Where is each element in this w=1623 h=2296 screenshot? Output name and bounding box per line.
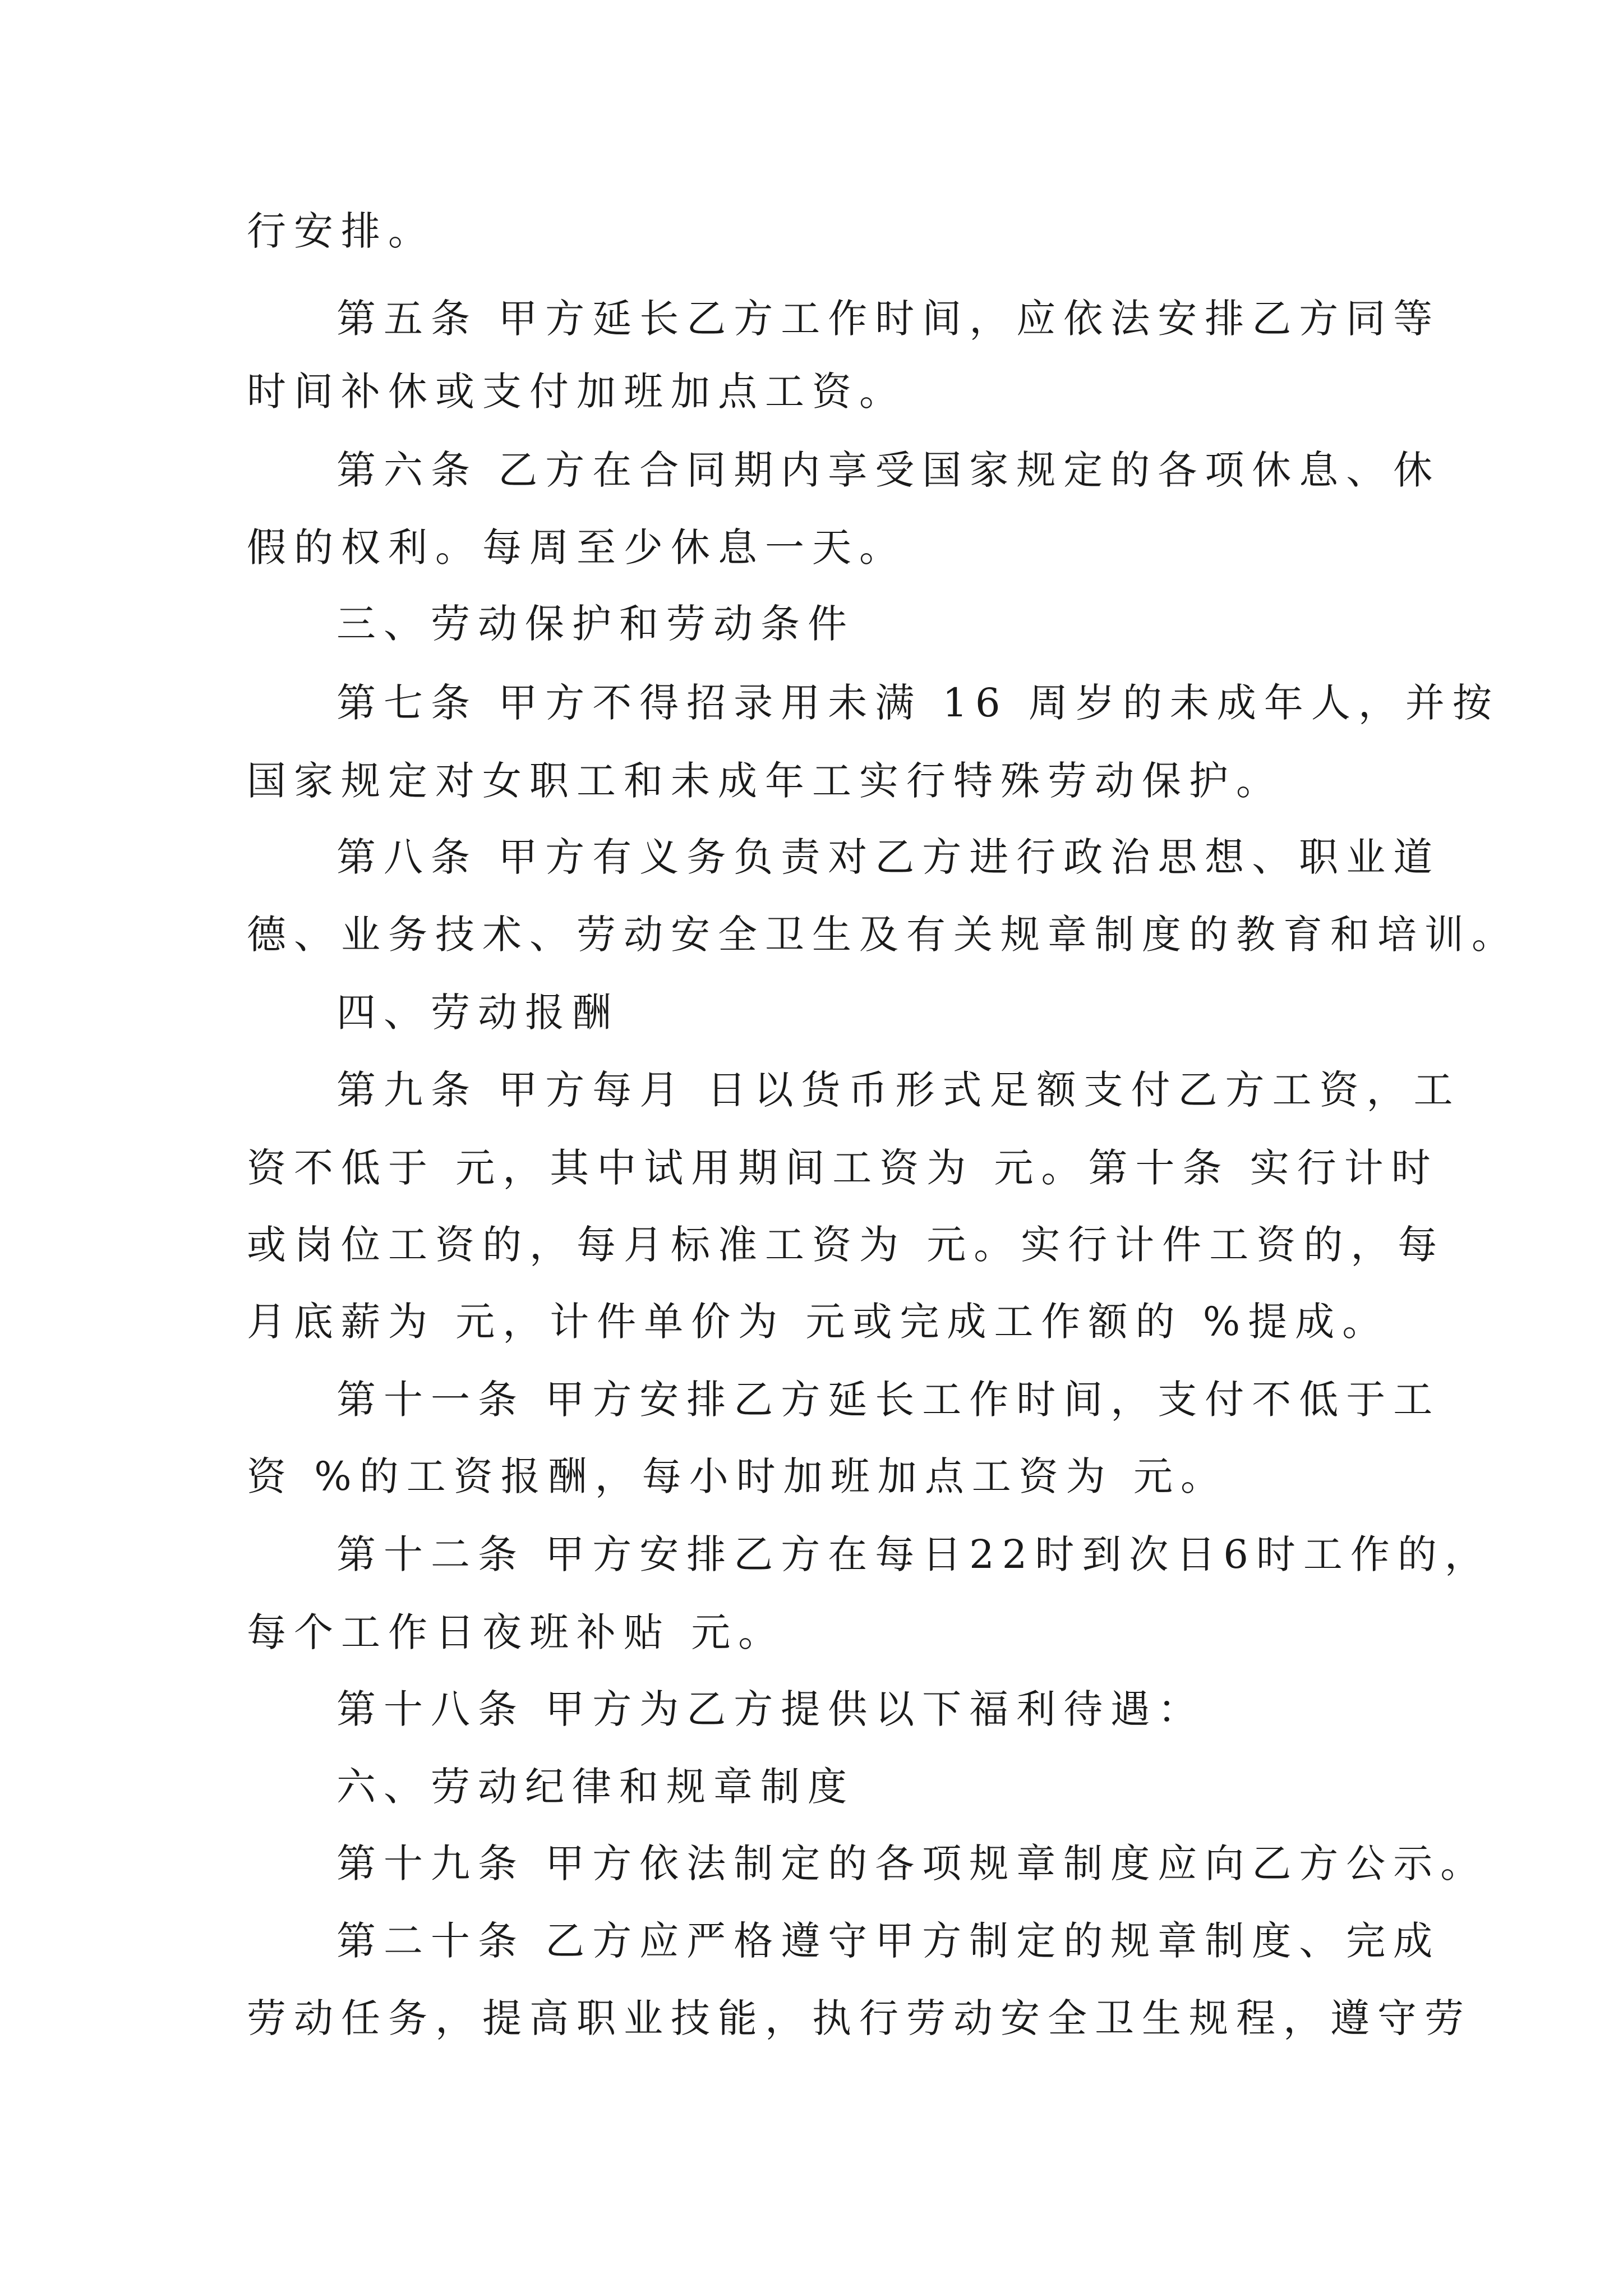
text-line-8: 国家规定对女职工和未成年工实行特殊劳动保护。 bbox=[247, 758, 1283, 804]
text-line-18: 第十二条 甲方安排乙方在每日22时到次日6时工作的， bbox=[336, 1531, 1492, 1577]
text-line-4: 第六条 乙方在合同期内享受国家规定的各项休息、休 bbox=[336, 447, 1441, 493]
text-line-12: 第九条 甲方每月 日以货币形式足额支付乙方工资，工 bbox=[336, 1067, 1461, 1113]
text-line-10: 德、业务技术、劳动安全卫生及有关规章制度的教育和培训。 bbox=[247, 912, 1519, 958]
text-line-16: 第十一条 甲方安排乙方延长工作时间，支付不低于工 bbox=[336, 1377, 1441, 1423]
text-line-1: 行安排。 bbox=[247, 208, 435, 254]
text-line-20: 第十八条 甲方为乙方提供以下福利待遇： bbox=[336, 1686, 1205, 1732]
text-line-3: 时间补休或支付加班加点工资。 bbox=[247, 369, 906, 415]
text-line-13: 资不低于 元，其中试用期间工资为 元。第十条 实行计时 bbox=[247, 1145, 1438, 1191]
text-line-5: 假的权利。每周至少休息一天。 bbox=[247, 524, 906, 570]
section-heading-labor-protection: 三、劳动保护和劳动条件 bbox=[336, 601, 855, 647]
text-line-2: 第五条 甲方延长乙方工作时间，应依法安排乙方同等 bbox=[336, 296, 1441, 342]
text-line-7: 第七条 甲方不得招录用未满 16 周岁的未成年人，并按 bbox=[336, 680, 1500, 726]
section-heading-labor-pay: 四、劳动报酬 bbox=[336, 990, 619, 1036]
text-line-15: 月底薪为 元，计件单价为 元或完成工作额的 %提成。 bbox=[247, 1299, 1390, 1345]
text-line-23: 第二十条 乙方应严格遵守甲方制定的规章制度、完成 bbox=[336, 1918, 1441, 1964]
text-line-14: 或岗位工资的，每月标准工资为 元。实行计件工资的，每 bbox=[247, 1222, 1445, 1268]
section-heading-discipline: 六、劳动纪律和规章制度 bbox=[336, 1764, 855, 1810]
text-line-22: 第十九条 甲方依法制定的各项规章制度应向乙方公示。 bbox=[336, 1841, 1488, 1887]
text-line-19: 每个工作日夜班补贴 元。 bbox=[247, 1609, 786, 1655]
text-line-9: 第八条 甲方有义务负责对乙方进行政治思想、职业道 bbox=[336, 834, 1441, 880]
text-line-24: 劳动任务，提高职业技能，执行劳动安全卫生规程，遵守劳 bbox=[247, 1995, 1472, 2041]
text-line-17: 资 %的工资报酬，每小时加班加点工资为 元。 bbox=[247, 1453, 1228, 1499]
